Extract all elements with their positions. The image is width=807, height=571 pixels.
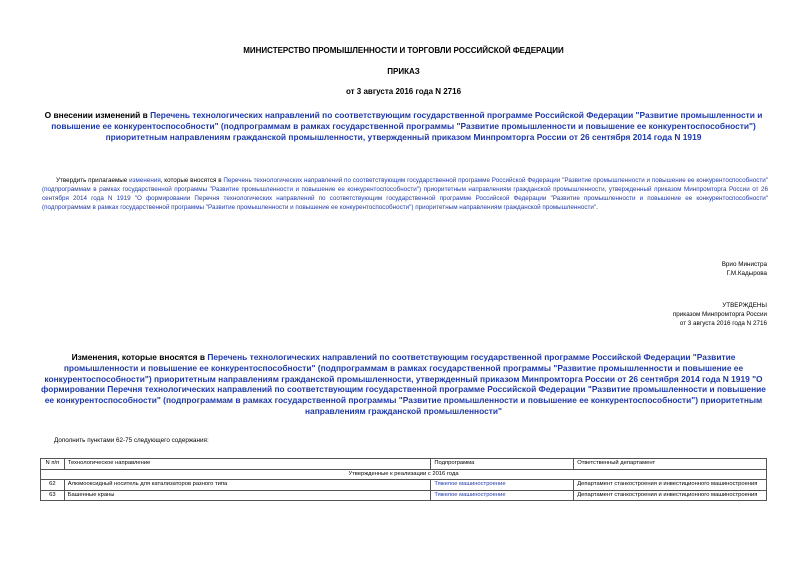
row-department: Департамент станкостроения и инвестиционного машиностроения bbox=[574, 480, 767, 491]
row-number: 63 bbox=[41, 490, 65, 501]
table-row bbox=[41, 490, 767, 501]
header-department: Ответственный департамент bbox=[574, 459, 767, 470]
order-title-link[interactable]: Перечень технологических направлений по соответствующим государственной программе Российской Федерации "Развитие промышленности и повышение ее конкурентоспособности" (подпрограммам в рамках государственной программы "Развитие промышленности и повышение ее конкурентоспособности") приоритетным направлениям гражданской промышленности, утвержденный приказом Минпромторга России от 26 сентября 2014 года N 1919 bbox=[51, 110, 763, 142]
order-body bbox=[42, 176, 768, 212]
directions-table bbox=[40, 458, 767, 501]
approved-date: от 3 августа 2016 года N 2716 bbox=[679, 320, 767, 327]
order-title-prefix: О внесении изменений в bbox=[44, 110, 151, 120]
row-number: 62 bbox=[41, 480, 65, 491]
signature-block bbox=[722, 260, 767, 278]
header-direction: Технологическое направление bbox=[64, 459, 431, 470]
intro-text: Дополнить пунктами 62-75 следующего содержания: bbox=[54, 437, 209, 444]
order-date: от 3 августа 2016 года N 2716 bbox=[345, 87, 462, 96]
row-direction: Алюмооксидный носитель для катализаторов разного типа bbox=[64, 480, 431, 491]
ministry-heading: МИНИСТЕРСТВО ПРОМЫШЛЕННОСТИ И ТОРГОВЛИ РОССИЙСКОЙ ФЕДЕРАЦИИ bbox=[243, 46, 564, 55]
changes-title bbox=[40, 352, 767, 417]
section-label: Утвержденные к реализации с 2016 года bbox=[41, 469, 767, 480]
row-direction: Башенные краны bbox=[64, 490, 431, 501]
row-program-link[interactable]: Тяжелое машиностроение bbox=[431, 490, 574, 501]
changes-title-prefix: Изменения, которые вносятся в bbox=[71, 352, 208, 362]
table-row bbox=[41, 480, 767, 491]
body-text-1: Утвердить прилагаемые bbox=[56, 177, 130, 184]
changes-title-link[interactable]: Перечень технологических направлений по соответствующим государственной программе Российской Федерации "Развитие промышленности и повышение ее конкурентоспособности" (подпрограммам в рамках государственной программы "Развитие промышленности и повышение ее конкурентоспособности") приоритетным направлениям гражданской промышленности, утвержденный приказом Минпромторга России от 26 сентября 2014 года N 1919 "О формировании Перечня технологических направлений по соответствующим государственной программе Российской Федерации "Развитие промышленности и повышение ее конкурентоспособности" (подпрограммам в рамках государственной программы "Развитие промышленности и повышение ее конкурентоспособности") приоритетным направлениям гражданской промышленности" bbox=[41, 352, 766, 416]
body-link-list[interactable]: Перечень технологических направлений по соответствующим государственной программе Российской Федерации "Развитие промышленности и повышение ее конкурентоспособности" (подпрограммам в рамках государственной программы "Развитие промышленности и повышение ее конкурентоспособности") приоритетным направлениям гражданской промышленности, утвержденный приказом Минпромторга России от 26 сентября 2014 года N 1919 "О формировании Перечня технологических направлений по соответствующим государственной программе Российской Федерации "Развитие промышленности и повышение ее конкурентоспособности" (подпрограммам в рамках государственной программы "Развитие промышленности и повышение ее конкурентоспособности") приоритетным направлениям гражданской промышленности" bbox=[42, 177, 768, 211]
body-text-2: , которые вносятся в bbox=[160, 177, 224, 184]
table-section-row bbox=[41, 469, 767, 480]
header-program: Подпрограмма bbox=[431, 459, 574, 470]
approved-order: приказом Минпромторга России bbox=[672, 311, 767, 318]
order-title bbox=[40, 110, 767, 143]
signature-position: Врио Министра bbox=[721, 261, 767, 268]
signature-name: Г.М.Кадырова bbox=[726, 270, 767, 277]
header-number: N п/п bbox=[41, 459, 65, 470]
row-department: Департамент станкостроения и инвестиционного машиностроения bbox=[574, 490, 767, 501]
order-heading: ПРИКАЗ bbox=[387, 67, 420, 76]
body-link-changes[interactable]: изменения bbox=[129, 177, 161, 184]
body-text-3: . bbox=[596, 204, 598, 211]
table-header-row bbox=[41, 459, 767, 470]
approved-block bbox=[673, 301, 767, 328]
row-program-link[interactable]: Тяжелое машиностроение bbox=[431, 480, 574, 491]
approved-label: УТВЕРЖДЕНЫ bbox=[722, 302, 767, 309]
